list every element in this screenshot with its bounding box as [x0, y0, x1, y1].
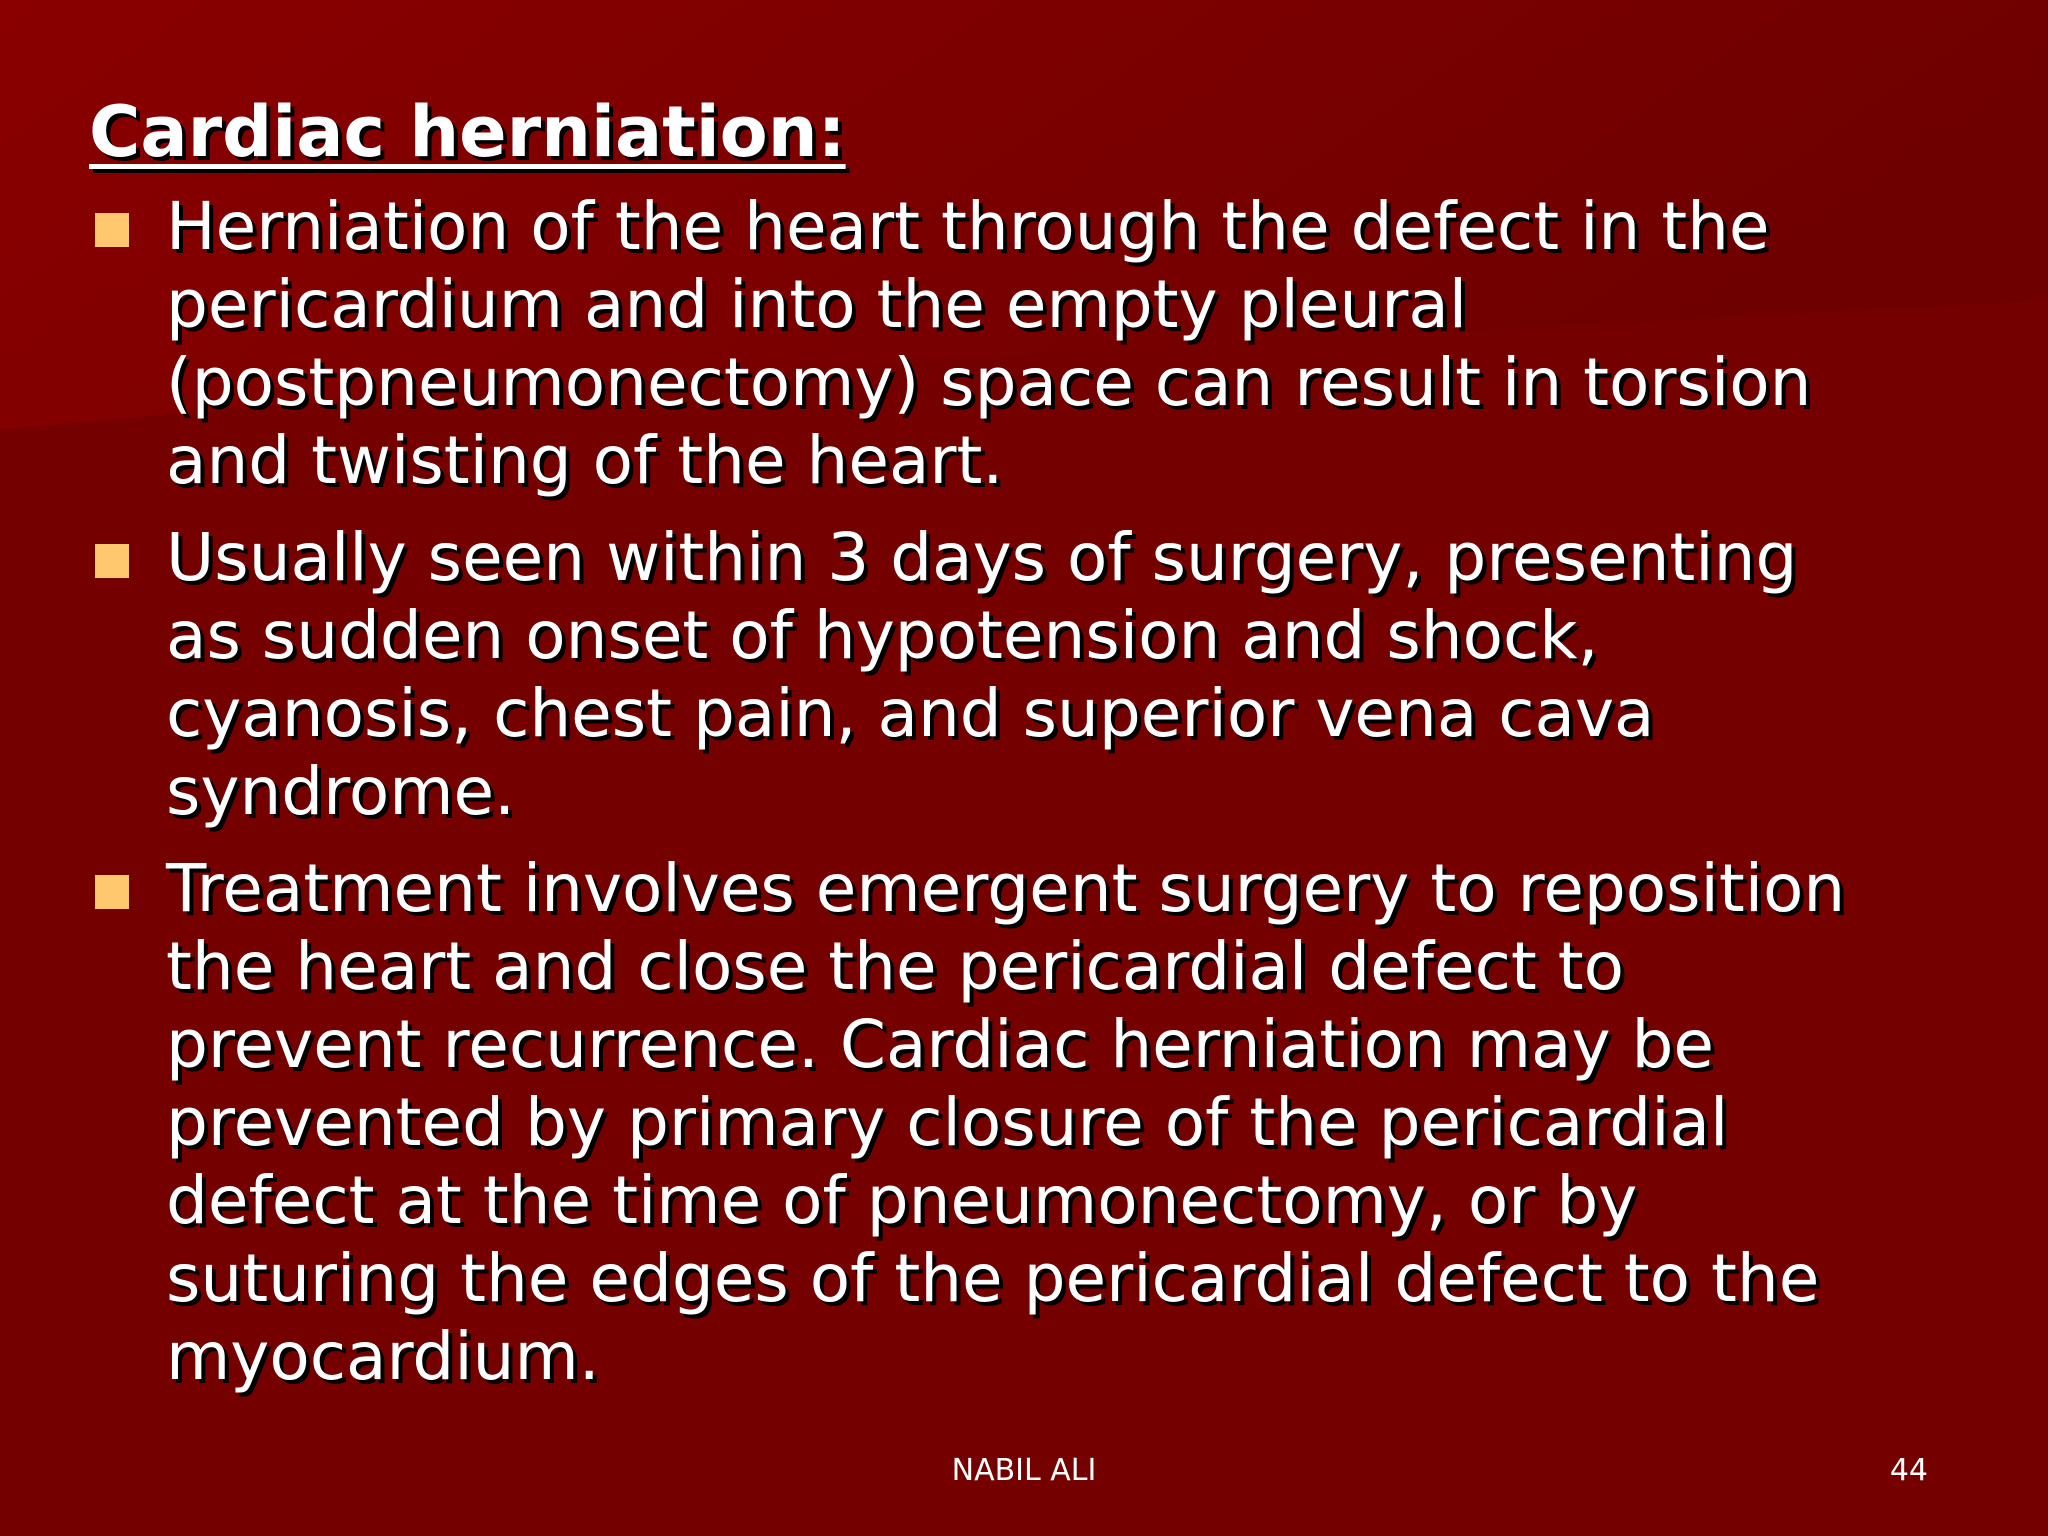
footer-author: NABIL ALI [951, 1453, 1097, 1488]
square-bullet-icon [95, 875, 129, 909]
bullet-text: Herniation of the heart through the defect in the pericardium and into the empty pleural (postpneumonectomy) space can result in torsion and twisting of the heart. [166, 188, 1812, 499]
slide-title: Cardiac herniation: [89, 91, 846, 173]
bullet-text: Treatment involves emergent surgery to reposition the heart and close the pericardial defect to prevent recurrence. Cardiac herniation may be prevented by primary closure of the pericardial defect at the time of pneumonectomy, or by suturing the edges of the pericardial defect to the myocardium. [166, 850, 1846, 1395]
square-bullet-icon [95, 544, 129, 578]
bullet-item [0, 188, 2048, 500]
page-number: 44 [1889, 1453, 1928, 1488]
bullet-list [0, 188, 2048, 1415]
bullet-text: Usually seen within 3 days of surgery, presenting as sudden onset of hypotension and shock, cyanosis, chest pain, and superior vena cava syndrome. [166, 519, 1798, 830]
square-bullet-icon [95, 213, 129, 247]
bullet-item [0, 519, 2048, 831]
bullet-item [0, 850, 2048, 1396]
